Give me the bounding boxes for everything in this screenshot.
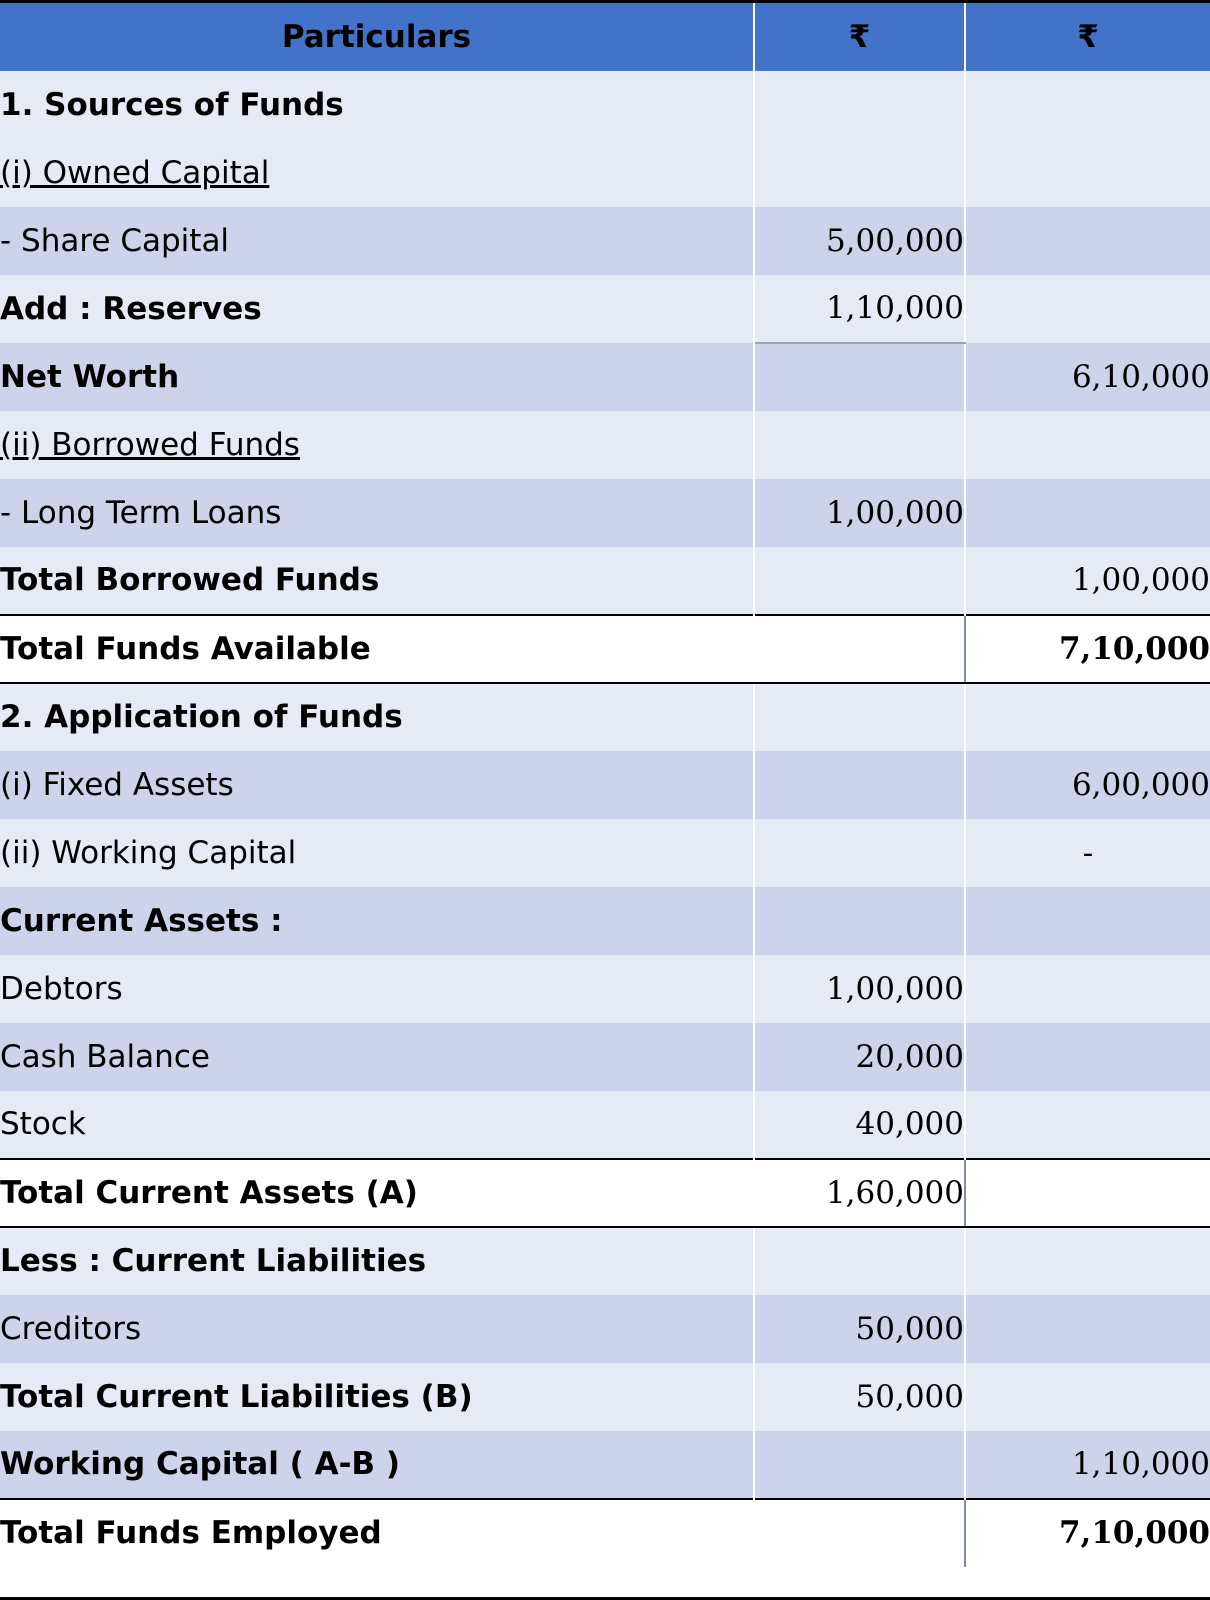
table-row	[0, 1431, 1210, 1499]
column-header-particulars: Particulars	[0, 3, 754, 71]
table-row	[0, 343, 1210, 411]
row-amount-1	[754, 751, 965, 819]
row-amount-1	[754, 547, 965, 615]
row-amount-2	[965, 887, 1210, 955]
row-amount-1	[754, 819, 965, 887]
row-label: Creditors	[0, 1295, 754, 1363]
row-amount-2	[965, 1227, 1210, 1295]
row-amount-1	[754, 1227, 965, 1295]
row-amount-1	[754, 1431, 965, 1499]
row-amount-1	[754, 615, 965, 683]
row-label: 2. Application of Funds	[0, 683, 754, 751]
row-label: Total Funds Employed	[0, 1499, 754, 1567]
row-label: 1. Sources of Funds	[0, 71, 754, 139]
row-label: Working Capital ( A-B )	[0, 1431, 754, 1499]
table-row	[0, 819, 1210, 887]
row-amount-2: 1,00,000	[965, 547, 1210, 615]
row-amount-2: 6,00,000	[965, 751, 1210, 819]
row-amount-1: 1,00,000	[754, 955, 965, 1023]
row-amount-2	[965, 1363, 1210, 1431]
table-row	[0, 207, 1210, 275]
row-amount-1	[754, 343, 965, 411]
row-label: - Long Term Loans	[0, 479, 754, 547]
table-row	[0, 955, 1210, 1023]
row-label: Debtors	[0, 955, 754, 1023]
table-row	[0, 547, 1210, 615]
table-row	[0, 1499, 1210, 1567]
table-row	[0, 275, 1210, 343]
table-row	[0, 1295, 1210, 1363]
table-row	[0, 683, 1210, 751]
table-row	[0, 887, 1210, 955]
table-row	[0, 411, 1210, 479]
row-amount-1: 5,00,000	[754, 207, 965, 275]
row-amount-1: 40,000	[754, 1091, 965, 1159]
row-amount-1: 20,000	[754, 1023, 965, 1091]
table-header	[0, 3, 1210, 71]
row-amount-2	[965, 207, 1210, 275]
row-amount-1: 50,000	[754, 1295, 965, 1363]
row-amount-2: 6,10,000	[965, 343, 1210, 411]
table-row	[0, 479, 1210, 547]
row-amount-1	[754, 139, 965, 207]
row-label: (i) Owned Capital	[0, 139, 754, 207]
table-row	[0, 1227, 1210, 1295]
row-label: Less : Current Liabilities	[0, 1227, 754, 1295]
row-amount-1: 50,000	[754, 1363, 965, 1431]
row-amount-2	[965, 1023, 1210, 1091]
row-amount-1	[754, 411, 965, 479]
row-amount-2	[965, 1159, 1210, 1227]
row-amount-2	[965, 139, 1210, 207]
row-label: Net Worth	[0, 343, 754, 411]
row-amount-2: 1,10,000	[965, 1431, 1210, 1499]
row-label: - Share Capital	[0, 207, 754, 275]
row-amount-1	[754, 71, 965, 139]
table-row	[0, 1091, 1210, 1159]
row-label: (ii) Borrowed Funds	[0, 411, 754, 479]
row-label: Add : Reserves	[0, 275, 754, 343]
row-label: Total Funds Available	[0, 615, 754, 683]
row-label: Stock	[0, 1091, 754, 1159]
row-amount-2	[965, 955, 1210, 1023]
header-row	[0, 3, 1210, 71]
table-row	[0, 1159, 1210, 1227]
column-header-amount-2: ₹	[965, 3, 1210, 71]
row-amount-1: 1,00,000	[754, 479, 965, 547]
row-amount-2: 7,10,000	[965, 615, 1210, 683]
row-label: (ii) Working Capital	[0, 819, 754, 887]
row-amount-1	[754, 887, 965, 955]
row-amount-2	[965, 1091, 1210, 1159]
table-row	[0, 751, 1210, 819]
row-amount-1	[754, 1499, 965, 1567]
row-amount-2	[965, 275, 1210, 343]
row-amount-2: 7,10,000	[965, 1499, 1210, 1567]
row-label: Cash Balance	[0, 1023, 754, 1091]
row-amount-2: -	[965, 819, 1210, 887]
row-label: Total Current Assets (A)	[0, 1159, 754, 1227]
row-label: (i) Fixed Assets	[0, 751, 754, 819]
row-amount-2	[965, 1295, 1210, 1363]
row-amount-2	[965, 71, 1210, 139]
table-body	[0, 71, 1210, 1567]
table-row	[0, 1363, 1210, 1431]
table-row	[0, 1023, 1210, 1091]
table-row	[0, 615, 1210, 683]
table-row	[0, 139, 1210, 207]
column-header-amount-1: ₹	[754, 3, 965, 71]
row-label: Total Current Liabilities (B)	[0, 1363, 754, 1431]
funds-statement-table	[0, 3, 1210, 1567]
row-amount-1: 1,60,000	[754, 1159, 965, 1227]
table-row	[0, 71, 1210, 139]
row-amount-1: 1,10,000	[754, 275, 965, 343]
row-label: Current Assets :	[0, 887, 754, 955]
row-amount-2	[965, 479, 1210, 547]
row-amount-2	[965, 683, 1210, 751]
row-amount-2	[965, 411, 1210, 479]
row-amount-1	[754, 683, 965, 751]
row-label: Total Borrowed Funds	[0, 547, 754, 615]
